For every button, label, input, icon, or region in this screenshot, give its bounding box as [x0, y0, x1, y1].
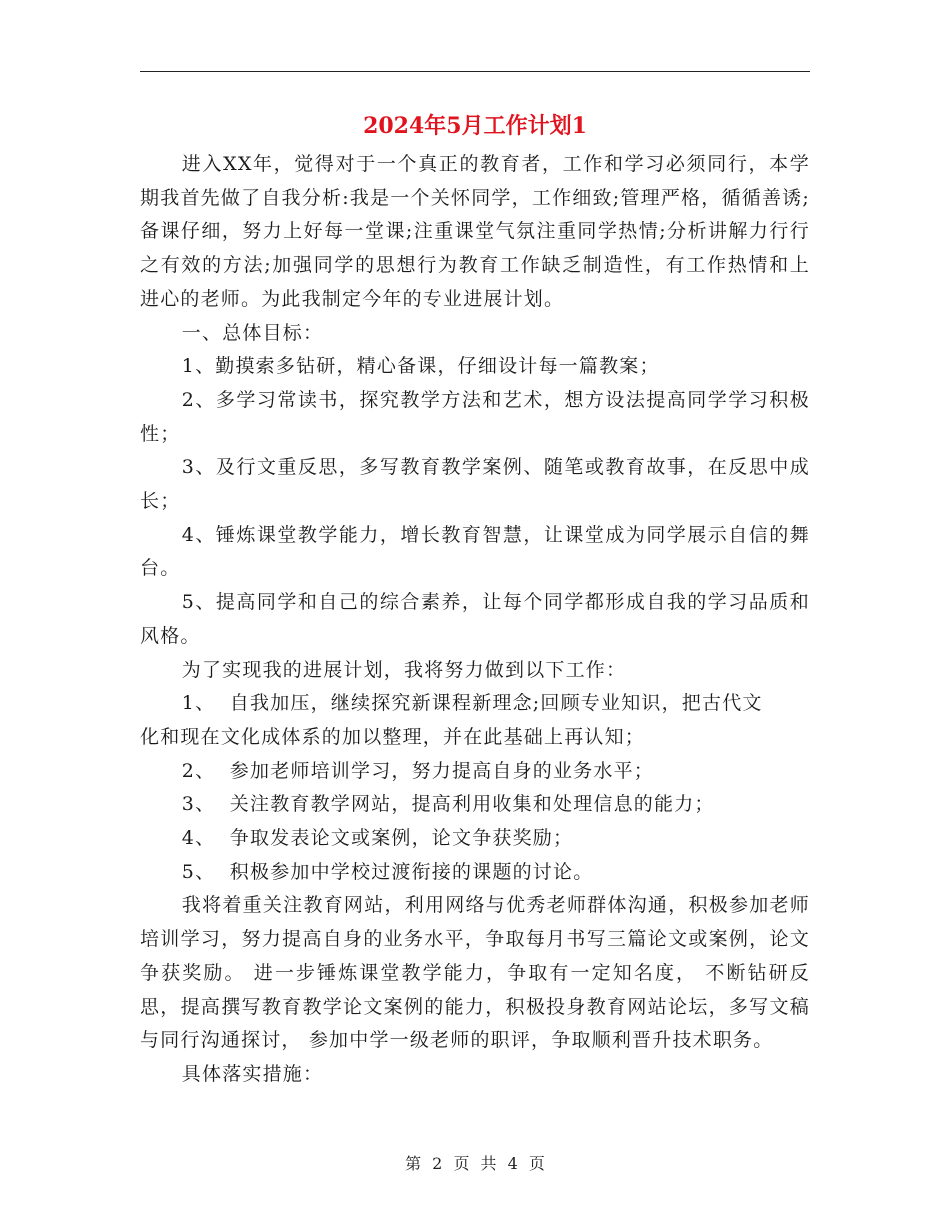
- focus-paragraph: 我将着重关注教育网站，利用网络与优秀老师群体沟通，积极参加老师培训学习，努力提高自身的业务水平，争取每月书写三篇论文或案例，论文争获奖励。 进一步锤炼课堂教学能力，争取有一定知名度， 不断钻研反思，提高撰写教育教学论文案例的能力，积极投身教育网站论坛，多写文稿与同行沟通探讨， 参加中学一级老师的职评，争取顺利晋升技术职务。: [140, 894, 810, 1052]
- measures-heading: 具体落实措施：: [181, 1062, 324, 1085]
- work-item-3-number: 3、: [181, 793, 216, 816]
- goal-item-1: 1、勤摸索多钻研，精心备课，仔细设计每一篇教案；: [181, 355, 660, 378]
- work-item-5-text: 积极参加中学校过渡衔接的课题的讨论。: [229, 860, 594, 883]
- work-intro: 为了实现我的进展计划，我将努力做到以下工作：: [181, 658, 627, 681]
- work-item-3-text: 关注教育教学网站，提高利用收集和处理信息的能力；: [229, 793, 715, 816]
- work-item-2-text: 参加老师培训学习，努力提高自身的业务水平；: [229, 759, 654, 782]
- work-item-5: [140, 856, 810, 890]
- goal-item-5: 5、提高同学和自己的综合素养，让每个同学都形成自我的学习品质和风格。: [140, 591, 810, 647]
- goal-item-2: 2、多学习常读书，探究教学方法和艺术，想方设法提高同学学习积极性；: [140, 388, 810, 445]
- work-item-3: [140, 788, 810, 822]
- goal-item-4: 4、锤炼课堂教学能力，增长教育智慧，让课堂成为同学展示自信的舞台。: [140, 523, 810, 580]
- intro-paragraph: 进入XX年，觉得对于一个真正的教育者，工作和学习必须同行，本学期我首先做了自我分析:我是一个关怀同学，工作细致;管理严格，循循善诱;备课仔细，努力上好每一堂课;注重课堂气氛注重同学热情;分析讲解力行行之有效的方法;加强同学的思想行为教育工作缺乏制造性，有工作热情和上进心的老师。为此我制定今年的专业进展计划。: [140, 153, 810, 310]
- work-item-1-text: 自我加压，继续探究新课程新理念;回顾专业知识，把古代文: [229, 692, 763, 715]
- page-number-footer: 第 2 页 共 4 页: [405, 1154, 545, 1173]
- work-item-1-continued: 化和现在文化成体系的加以整理，并在此基础上再认知；: [140, 725, 646, 748]
- header-rule: [140, 71, 810, 72]
- work-item-4: [140, 822, 810, 856]
- work-item-2-number: 2、: [181, 759, 216, 782]
- work-item-4-text: 争取发表论文或案例，论文争获奖励；: [229, 827, 574, 850]
- work-item-1-number: 1、: [181, 692, 216, 715]
- goals-heading: 一、总体目标：: [181, 321, 324, 344]
- work-item-4-number: 4、: [181, 827, 216, 850]
- work-item-5-number: 5、: [181, 860, 216, 883]
- document-body: [140, 148, 810, 1092]
- work-item-2: [140, 755, 810, 789]
- document-title: 2024年5月工作计划1: [363, 113, 587, 139]
- work-item-1: [140, 687, 810, 721]
- goal-item-3: 3、及行文重反思，多写教育教学案例、随笔或教育故事，在反思中成长；: [140, 456, 810, 513]
